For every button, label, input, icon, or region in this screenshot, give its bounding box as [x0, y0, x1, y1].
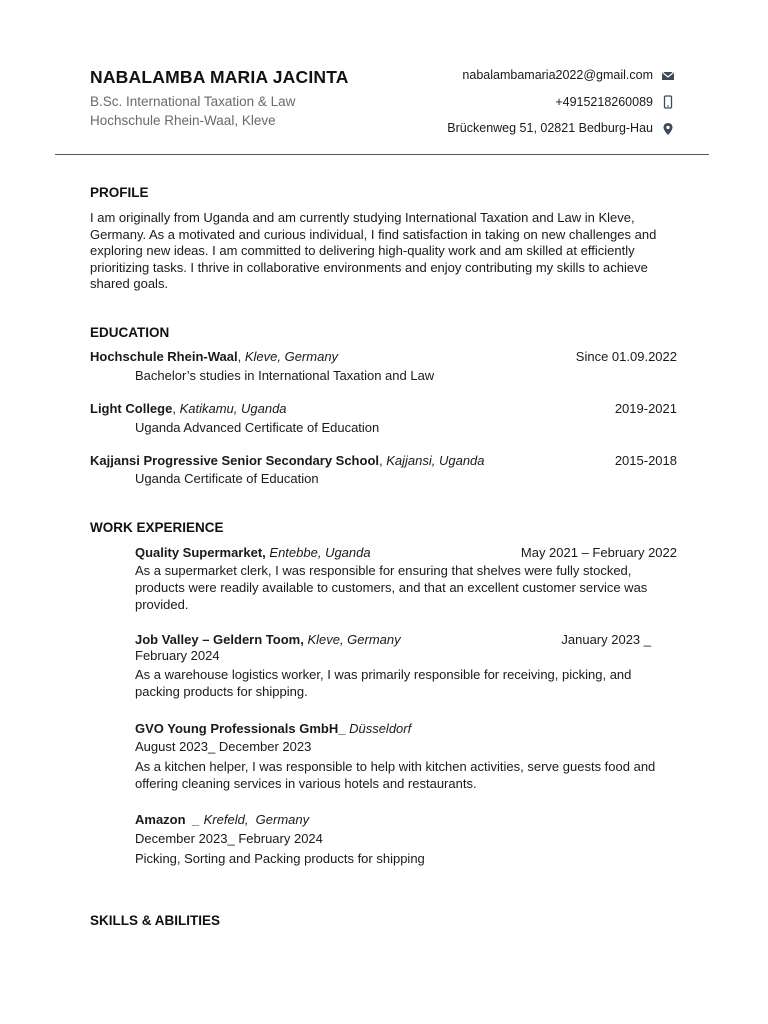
education-detail: Uganda Certificate of Education — [135, 471, 319, 486]
contact-address — [447, 121, 653, 135]
job-description-line: provided. — [135, 596, 189, 612]
school-name: Kajjansi Progressive Senior Secondary School — [90, 453, 379, 468]
degree-subtitle: B.Sc. International Taxation & Law — [90, 94, 296, 109]
job-employer — [135, 812, 309, 827]
job-date: May 2021 – February 2022 — [520, 545, 677, 560]
education-date: Since 01.09.2022 — [575, 349, 677, 364]
education-institution: Light College, Katikamu, Uganda — [90, 401, 287, 416]
employer-location: Kleve, Germany — [307, 632, 401, 647]
job-description-line: As a kitchen helper, I was responsible to help with kitchen activities, serve guests food and — [135, 759, 656, 774]
job-description — [135, 563, 680, 613]
employer-location: Düsseldorf — [349, 721, 412, 736]
employer-location: _ Krefeld, Germany — [189, 812, 310, 827]
job-description — [135, 667, 680, 701]
job-date: December 2023_ February 2024 — [135, 831, 323, 846]
school-name: Light College — [90, 401, 173, 416]
job-entry — [135, 545, 677, 560]
education-detail: Uganda Advanced Certificate of Education — [135, 420, 380, 435]
school-name: Hochschule Rhein-Waal — [90, 349, 238, 364]
job-description-line: As a warehouse logistics worker, I was primarily responsible for receiving, picking, and — [135, 667, 632, 682]
school-subtitle: Hochschule Rhein-Waal, Kleve — [90, 113, 276, 128]
education-heading: EDUCATION — [90, 325, 170, 340]
job-entry — [135, 632, 651, 647]
skills-heading: SKILLS & ABILITIES — [90, 913, 221, 928]
employer-location: Entebbe, Uganda — [269, 545, 371, 560]
profile-line: prioritizing tasks. I thrive in collaborative environments and enjoy contributing my skills to achieve — [90, 259, 648, 275]
job-employer — [135, 545, 371, 560]
employer-name: Job Valley – Geldern Toom, — [135, 632, 304, 647]
employer-name: Amazon — [135, 812, 186, 827]
envelope-icon — [661, 69, 675, 83]
profile-line: Germany. As a motivated and curious individual, I find satisfaction in taking on new challenges and — [90, 226, 657, 242]
job-description-line: products were readily available to customers, and that an excellent customer service was — [135, 579, 648, 595]
job-date: January 2023 _ — [561, 632, 651, 647]
employer-name: Quality Supermarket, — [135, 545, 266, 560]
school-location: Katikamu, Uganda — [179, 401, 287, 416]
education-entry — [90, 401, 677, 416]
school-location: Kleve, Germany — [244, 349, 339, 364]
employer-name: GVO Young Professionals GmbH_ — [135, 721, 346, 736]
header-divider — [55, 154, 709, 155]
profile-line: shared goals. — [90, 276, 169, 292]
profile-line: I am originally from Uganda and am currently studying International Taxation and Law in Kleve, — [90, 210, 635, 225]
work-experience-heading: WORK EXPERIENCE — [90, 520, 224, 535]
job-entry — [135, 812, 677, 827]
address-text: Brückenweg 51, 02821 Bedburg-Hau — [447, 121, 653, 135]
school-location: Kajjansi, Uganda — [386, 453, 485, 468]
job-description-line: Picking, Sorting and Packing products for shipping — [135, 851, 425, 866]
education-entry — [90, 453, 677, 468]
job-date: August 2023_ December 2023 — [135, 739, 312, 754]
contact-phone[interactable] — [555, 95, 653, 109]
education-detail: Bachelor’s studies in International Taxation and Law — [135, 368, 435, 383]
job-employer — [135, 632, 401, 647]
job-entry — [135, 721, 677, 736]
job-employer — [135, 721, 411, 736]
job-date-continued: February 2024 — [135, 648, 220, 663]
job-description — [135, 851, 680, 868]
mobile-phone-icon — [661, 95, 675, 109]
profile-text — [90, 210, 680, 293]
education-date: 2019-2021 — [614, 401, 677, 416]
profile-heading: PROFILE — [90, 185, 149, 200]
job-description-line: packing products for shipping. — [135, 683, 308, 699]
job-description-line: As a supermarket clerk, I was responsible for ensuring that shelves were fully stocked, — [135, 563, 632, 578]
education-date: 2015-2018 — [614, 453, 677, 468]
job-description — [135, 759, 680, 793]
phone-text[interactable]: +4915218260089 — [555, 95, 653, 109]
email-text[interactable]: nabalambamaria2022@gmail.com — [462, 68, 653, 82]
profile-line: exploring new ideas. I am committed to delivering high-quality work and am skilled at efficiently — [90, 243, 635, 259]
education-entry — [90, 349, 677, 364]
education-institution: Hochschule Rhein-Waal, Kleve, Germany — [90, 349, 339, 364]
education-institution: Kajjansi Progressive Senior Secondary School, Kajjansi, Uganda — [90, 453, 485, 468]
map-pin-icon — [661, 122, 675, 136]
contact-email[interactable] — [462, 68, 653, 82]
job-description-line: offering cleaning services in various hotels and restaurants. — [135, 775, 477, 791]
candidate-name: NABALAMBA MARIA JACINTA — [90, 67, 349, 87]
